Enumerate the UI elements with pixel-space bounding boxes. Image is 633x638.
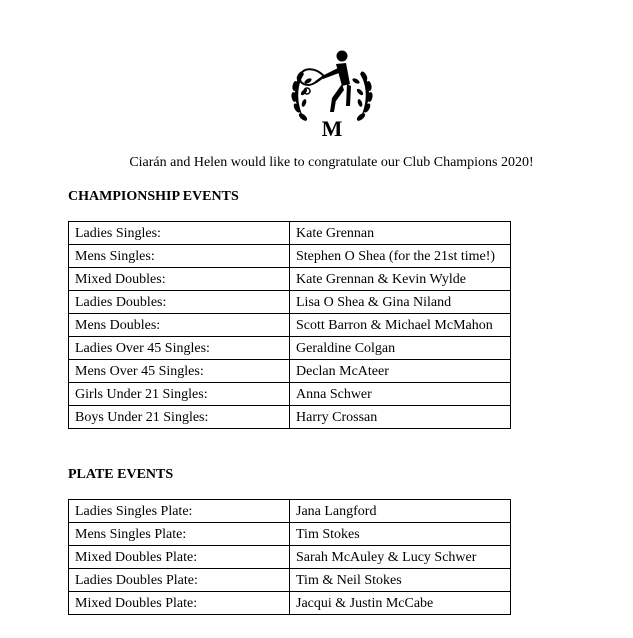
event-cell: Ladies Singles Plate:: [69, 500, 290, 523]
table-row: [69, 592, 511, 615]
logo-letter: M: [321, 116, 343, 141]
table-row: [69, 383, 511, 406]
winner-cell: Jana Langford: [290, 500, 511, 523]
winner-cell: Declan McAteer: [290, 360, 511, 383]
table-row: [69, 406, 511, 429]
winner-cell: Sarah McAuley & Lucy Schwer: [290, 546, 511, 569]
table-row: [69, 569, 511, 592]
table-row: [69, 523, 511, 546]
event-cell: Mens Singles:: [69, 245, 290, 268]
winner-cell: Tim Stokes: [290, 523, 511, 546]
table-row: [69, 245, 511, 268]
table-row: [69, 314, 511, 337]
winner-cell: Lisa O Shea & Gina Niland: [290, 291, 511, 314]
winner-cell: Geraldine Colgan: [290, 337, 511, 360]
plate-table: [68, 499, 511, 615]
event-cell: Mens Singles Plate:: [69, 523, 290, 546]
table-row: [69, 291, 511, 314]
table-row: [69, 546, 511, 569]
intro-text: Ciarán and Helen would like to congratulate our Club Champions 2020!: [129, 155, 534, 170]
winner-cell: Kate Grennan & Kevin Wylde: [290, 268, 511, 291]
table-row: [69, 268, 511, 291]
club-logo-icon: [284, 46, 380, 142]
championship-heading: CHAMPIONSHIP EVENTS: [68, 189, 239, 204]
table-row: [69, 360, 511, 383]
laurel-icon: [291, 70, 374, 122]
event-cell: Ladies Over 45 Singles:: [69, 337, 290, 360]
championship-table: [68, 221, 511, 429]
event-cell: Girls Under 21 Singles:: [69, 383, 290, 406]
event-cell: Mixed Doubles Plate:: [69, 546, 290, 569]
winner-cell: Stephen O Shea (for the 21st time!): [290, 245, 511, 268]
event-cell: Mixed Doubles:: [69, 268, 290, 291]
winner-cell: Harry Crossan: [290, 406, 511, 429]
event-cell: Mixed Doubles Plate:: [69, 592, 290, 615]
table-row: [69, 337, 511, 360]
winner-cell: Jacqui & Justin McCabe: [290, 592, 511, 615]
event-cell: Ladies Doubles Plate:: [69, 569, 290, 592]
winner-cell: Anna Schwer: [290, 383, 511, 406]
winner-cell: Tim & Neil Stokes: [290, 569, 511, 592]
event-cell: Mens Doubles:: [69, 314, 290, 337]
plate-heading: PLATE EVENTS: [68, 467, 174, 482]
winner-cell: Scott Barron & Michael McMahon: [290, 314, 511, 337]
table-row: [69, 222, 511, 245]
event-cell: Mens Over 45 Singles:: [69, 360, 290, 383]
table-row: [69, 500, 511, 523]
event-cell: Ladies Singles:: [69, 222, 290, 245]
event-cell: Ladies Doubles:: [69, 291, 290, 314]
event-cell: Boys Under 21 Singles:: [69, 406, 290, 429]
winner-cell: Kate Grennan: [290, 222, 511, 245]
